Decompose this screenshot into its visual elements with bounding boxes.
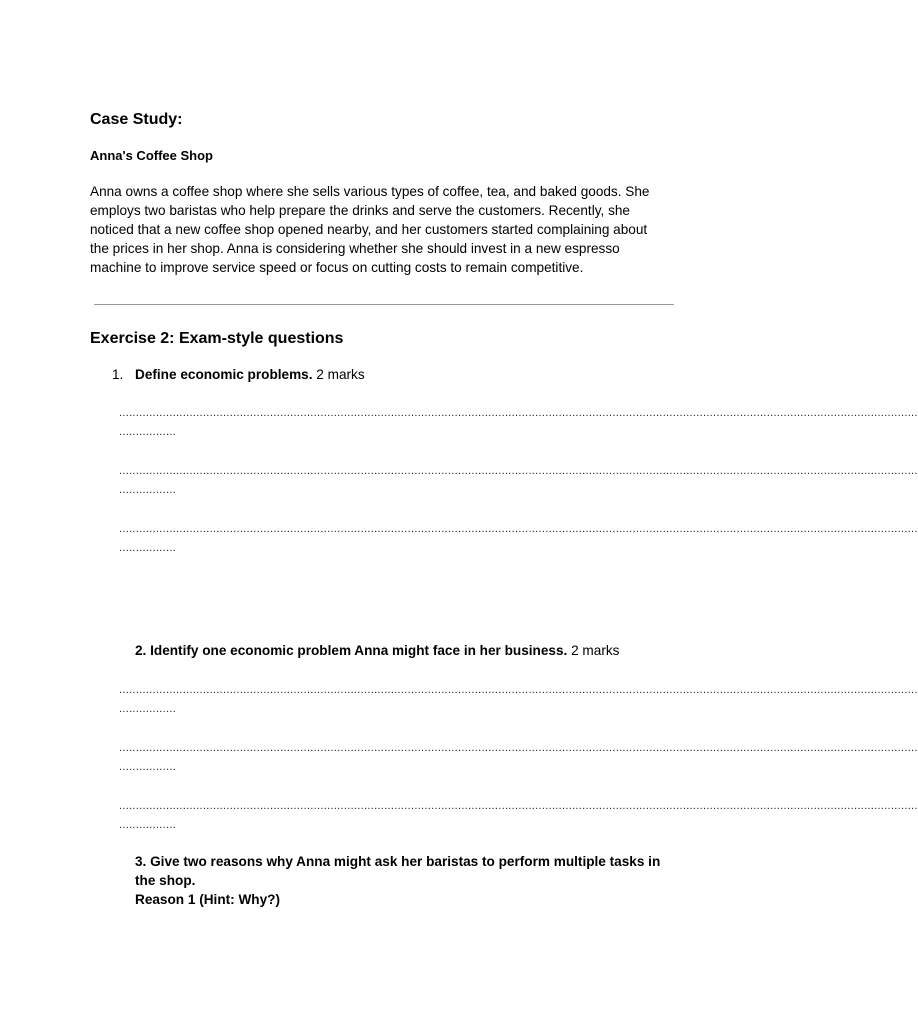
answer-line[interactable] xyxy=(119,520,918,558)
paragraph-line: Anna owns a coffee shop where she sells various types of coffee, tea, and baked goods. She xyxy=(90,184,650,199)
question-3 xyxy=(135,852,680,909)
section-divider xyxy=(94,304,674,305)
question-2 xyxy=(135,643,619,658)
dotted-line: .............................................................................................................................................................................................................................................. xyxy=(119,800,918,812)
answer-line[interactable] xyxy=(119,404,918,442)
case-study-heading: Case Study: xyxy=(90,111,183,128)
answer-line[interactable] xyxy=(119,462,918,500)
case-study-title: Anna's Coffee Shop xyxy=(90,148,213,163)
dotted-line: .............................................................................................................................................................................................................................................. xyxy=(119,523,918,535)
dotted-line-end: ................. xyxy=(119,761,177,773)
dotted-line-end: ................. xyxy=(119,484,177,496)
question-text: Define economic problems. xyxy=(135,367,313,382)
question-1 xyxy=(112,367,365,382)
paragraph-line: machine to improve service speed or focus on cutting costs to remain competitive. xyxy=(90,260,584,275)
dotted-line-end: ................. xyxy=(119,542,177,554)
answer-line[interactable] xyxy=(119,681,918,719)
answer-line[interactable] xyxy=(119,739,918,777)
dotted-line: .............................................................................................................................................................................................................................................. xyxy=(119,407,918,419)
question-text: 3. Give two reasons why Anna might ask her baristas to perform multiple tasks in the shop. xyxy=(135,854,661,888)
paragraph-line: employs two baristas who help prepare the drinks and serve the customers. Recently, she xyxy=(90,203,630,218)
paragraph-line: the prices in her shop. Anna is considering whether she should invest in a new espresso xyxy=(90,241,620,256)
reason-1-label: Reason 1 (Hint: Why?) xyxy=(135,892,280,907)
case-study-paragraph xyxy=(90,182,670,277)
dotted-line: .............................................................................................................................................................................................................................................. xyxy=(119,684,918,696)
dotted-line: .............................................................................................................................................................................................................................................. xyxy=(119,742,918,754)
question-marks: 2 marks xyxy=(316,367,365,382)
answer-line[interactable] xyxy=(119,797,918,835)
paragraph-line: noticed that a new coffee shop opened nearby, and her customers started complaining about xyxy=(90,222,648,237)
dotted-line-end: ................. xyxy=(119,426,177,438)
exercise-heading: Exercise 2: Exam-style questions xyxy=(90,330,344,347)
question-number: 1. xyxy=(112,367,124,382)
dotted-line-end: ................. xyxy=(119,819,177,831)
dotted-line-end: ................. xyxy=(119,703,177,715)
question-marks: 2 marks xyxy=(571,643,620,658)
question-text: 2. Identify one economic problem Anna might face in her business. xyxy=(135,643,568,658)
dotted-line: .............................................................................................................................................................................................................................................. xyxy=(119,465,918,477)
